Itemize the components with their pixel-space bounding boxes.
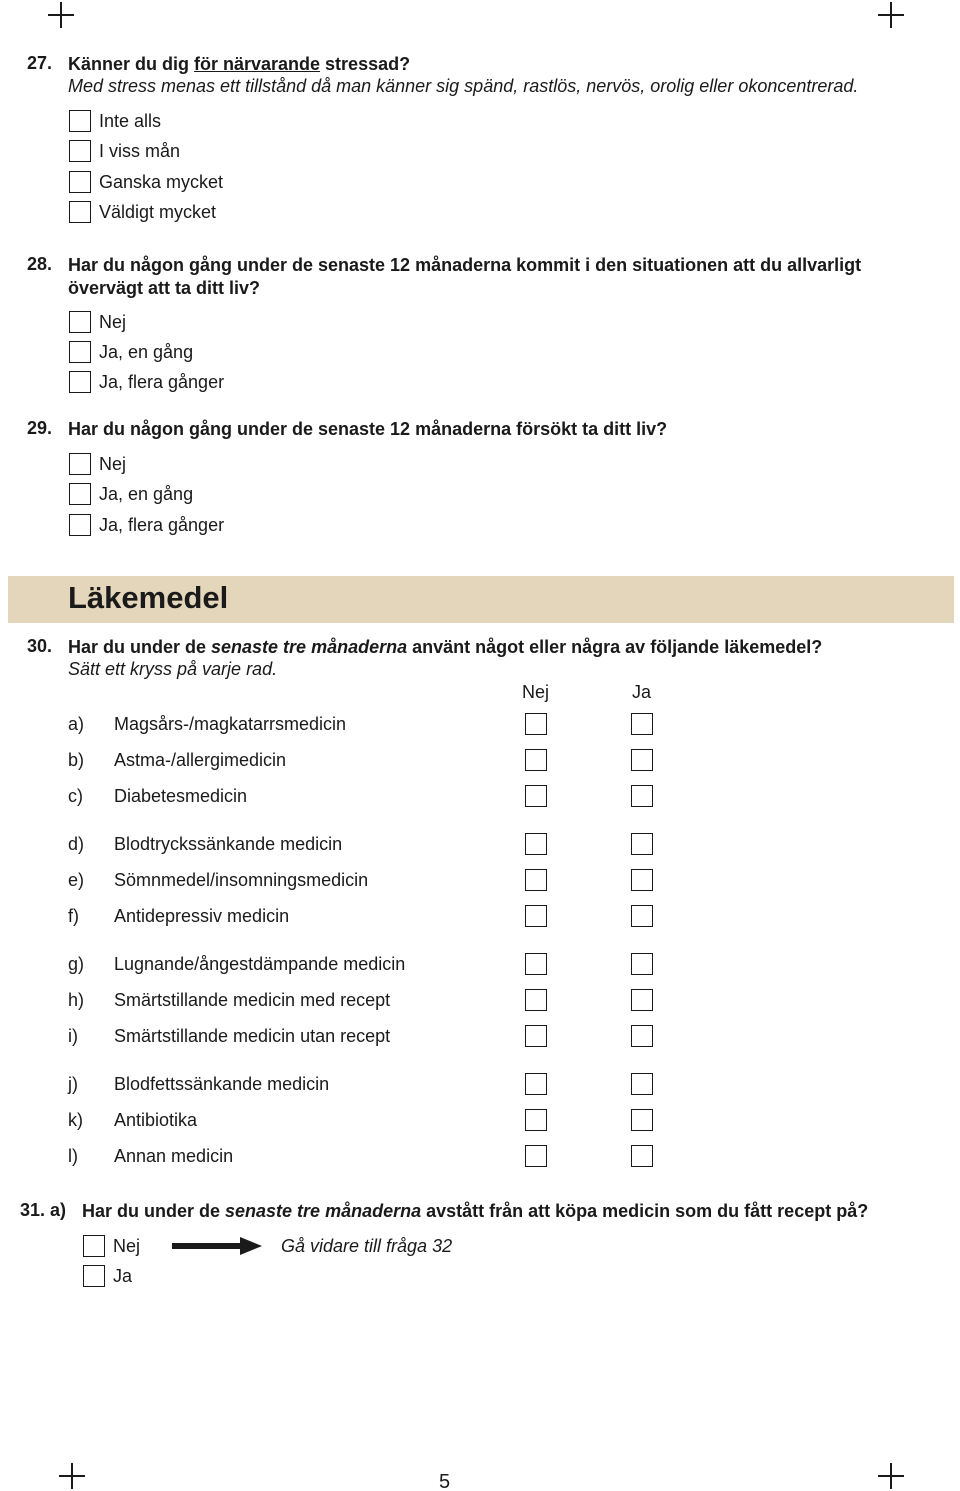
checkbox-nej[interactable] xyxy=(525,1145,547,1167)
checkbox-ja[interactable] xyxy=(631,749,653,771)
row-letter: e) xyxy=(68,870,85,890)
row-label: Magsårs-/magkatarrsmedicin xyxy=(114,714,347,734)
checkbox-ja[interactable] xyxy=(631,1025,653,1047)
question-number: 31. a) xyxy=(20,1200,67,1220)
checkbox-ja[interactable] xyxy=(631,953,653,975)
question-number: 28. xyxy=(27,254,53,274)
row-label: Blodfettssänkande medicin xyxy=(114,1074,330,1094)
checkbox-ja[interactable] xyxy=(631,1109,653,1131)
checkbox-nej[interactable] xyxy=(525,749,547,771)
question-text: Har du någon gång under de senaste 12 månaderna försökt ta ditt liv? xyxy=(68,419,668,439)
checkbox-nej[interactable] xyxy=(525,1073,547,1095)
option-ja[interactable]: Ja xyxy=(83,1264,132,1288)
row-letter: g) xyxy=(68,954,85,974)
checkbox-nej[interactable] xyxy=(525,785,547,807)
option-ganska-mycket[interactable]: Ganska mycket xyxy=(69,170,223,194)
registration-mark-top-right xyxy=(878,2,904,28)
page-number: 5 xyxy=(439,1471,451,1491)
registration-mark-bottom-right xyxy=(878,1463,904,1489)
checkbox-ja[interactable] xyxy=(631,905,653,927)
row-label: Antibiotika xyxy=(114,1110,198,1130)
row-letter: f) xyxy=(68,906,79,926)
option-ja-flera-ganger[interactable]: Ja, flera gånger xyxy=(69,370,224,394)
question-text-line1: Har du någon gång under de senaste 12 månaderna kommit i den situationen att du allvarligt xyxy=(68,255,862,275)
option-valdigt-mycket[interactable]: Väldigt mycket xyxy=(69,200,216,224)
checkbox-ja[interactable] xyxy=(631,1145,653,1167)
checkbox-nej[interactable] xyxy=(525,953,547,975)
checkbox[interactable] xyxy=(69,201,91,223)
section-title: Läkemedel xyxy=(68,580,229,615)
arrow-right-icon xyxy=(172,1236,264,1256)
row-label: Sömnmedel/insomningsmedicin xyxy=(114,870,369,890)
registration-mark-top-left xyxy=(48,2,74,28)
row-letter: d) xyxy=(68,834,85,854)
option-nej[interactable]: Nej xyxy=(83,1234,140,1258)
checkbox[interactable] xyxy=(69,341,91,363)
option-ja-en-gang[interactable]: Ja, en gång xyxy=(69,482,193,506)
checkbox[interactable] xyxy=(69,110,91,132)
registration-mark-bottom-left xyxy=(59,1463,85,1489)
row-label: Blodtryckssänkande medicin xyxy=(114,834,343,854)
checkbox-nej[interactable] xyxy=(525,713,547,735)
question-note: Med stress menas ett tillstånd då man känner sig spänd, rastlös, nervös, orolig eller okoncentrerad. xyxy=(68,76,859,96)
checkbox-nej[interactable] xyxy=(525,1025,547,1047)
row-letter: h) xyxy=(68,990,85,1010)
skip-instruction: Gå vidare till fråga 32 xyxy=(281,1236,453,1256)
checkbox-nej[interactable] xyxy=(525,869,547,891)
row-label: Lugnande/ångestdämpande medicin xyxy=(114,954,406,974)
checkbox-ja[interactable] xyxy=(631,833,653,855)
checkbox[interactable] xyxy=(69,140,91,162)
row-label: Annan medicin xyxy=(114,1146,234,1166)
row-letter: b) xyxy=(68,750,85,770)
checkbox-ja[interactable] xyxy=(631,713,653,735)
checkbox-nej[interactable] xyxy=(525,905,547,927)
checkbox-ja[interactable] xyxy=(631,1073,653,1095)
checkbox[interactable] xyxy=(69,514,91,536)
question-number: 29. xyxy=(27,418,53,438)
checkbox-ja[interactable] xyxy=(631,869,653,891)
row-letter: j) xyxy=(68,1074,78,1094)
checkbox-nej[interactable] xyxy=(525,833,547,855)
row-label: Smärtstillande medicin med recept xyxy=(114,990,391,1010)
row-label: Smärtstillande medicin utan recept xyxy=(114,1026,391,1046)
row-letter: i) xyxy=(68,1026,78,1046)
option-ja-flera-ganger[interactable]: Ja, flera gånger xyxy=(69,513,224,537)
row-letter: c) xyxy=(68,786,83,806)
row-letter: a) xyxy=(68,714,85,734)
column-header-ja: Ja xyxy=(632,682,652,702)
question-number: 30. xyxy=(27,636,53,656)
question-text-line2: övervägt att ta ditt liv? xyxy=(68,278,261,298)
row-label: Antidepressiv medicin xyxy=(114,906,290,926)
option-nej[interactable]: Nej xyxy=(69,452,126,476)
option-inte-alls[interactable]: Inte alls xyxy=(69,109,161,133)
checkbox-nej[interactable] xyxy=(525,1109,547,1131)
row-label: Astma-/allergimedicin xyxy=(114,750,287,770)
column-header-nej: Nej xyxy=(522,682,550,702)
checkbox[interactable] xyxy=(83,1235,105,1257)
checkbox[interactable] xyxy=(69,483,91,505)
checkbox[interactable] xyxy=(69,171,91,193)
option-ja-en-gang[interactable]: Ja, en gång xyxy=(69,340,193,364)
question-text: Har du under de senaste tre månaderna använt något eller några av följande läkemedel? xyxy=(68,637,823,657)
question-text: Har du under de senaste tre månaderna avstått från att köpa medicin som du fått recept på? xyxy=(82,1201,869,1221)
row-letter: k) xyxy=(68,1110,83,1130)
checkbox-ja[interactable] xyxy=(631,989,653,1011)
option-nej[interactable]: Nej xyxy=(69,310,126,334)
checkbox-nej[interactable] xyxy=(525,989,547,1011)
row-label: Diabetesmedicin xyxy=(114,786,248,806)
question-number: 27. xyxy=(27,53,53,73)
question-text: Känner du dig för närvarande stressad? xyxy=(68,54,411,74)
checkbox[interactable] xyxy=(69,453,91,475)
checkbox[interactable] xyxy=(69,311,91,333)
question-note: Sätt ett kryss på varje rad. xyxy=(68,659,278,679)
checkbox[interactable] xyxy=(83,1265,105,1287)
row-letter: l) xyxy=(68,1146,78,1166)
checkbox-ja[interactable] xyxy=(631,785,653,807)
option-i-viss-man[interactable]: I viss mån xyxy=(69,139,180,163)
checkbox[interactable] xyxy=(69,371,91,393)
